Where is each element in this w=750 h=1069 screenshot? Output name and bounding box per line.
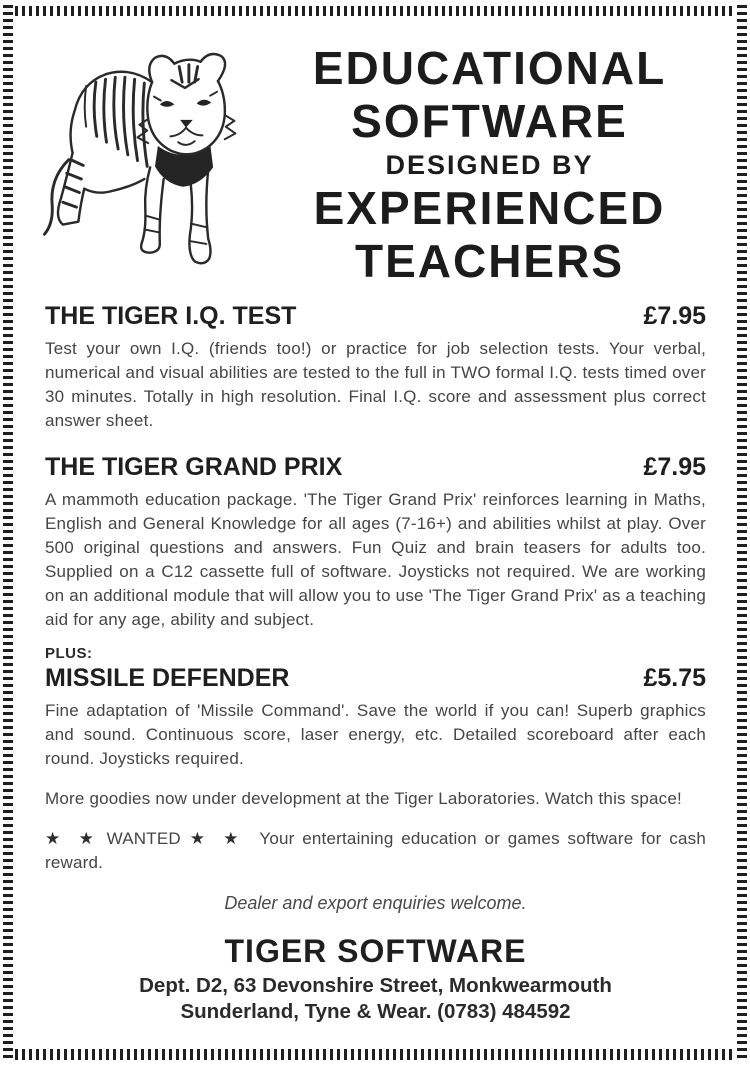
product-name: THE TIGER I.Q. TEST — [45, 302, 297, 330]
product-name: MISSILE DEFENDER — [45, 664, 290, 692]
headline-line-5: TEACHERS — [354, 235, 625, 287]
tiger-illustration-icon — [35, 22, 273, 274]
masthead — [45, 22, 706, 288]
headline-line-3: DESIGNED BY — [385, 150, 594, 180]
headline-line-2: SOFTWARE — [351, 95, 628, 147]
product-description: Test your own I.Q. (friends too!) or practice for job selection tests. Your verbal, numerical and visual abilities are tested to the full in TWO formal I.Q. tests timed over 30 minutes. Totally in high resolution. Final I.Q. score and assessment plus correct answer sheet. — [45, 339, 706, 430]
wanted-note — [45, 827, 706, 875]
stars-icon: ★ ★ — [186, 829, 246, 848]
product-heading-row — [45, 664, 706, 693]
product-price: £7.95 — [643, 453, 706, 481]
product-section-iq-test — [45, 302, 706, 433]
address-line-1: Dept. D2, 63 Devonshire Street, Monkwearmouth — [139, 974, 612, 997]
product-section-missile-defender — [45, 645, 706, 771]
development-note: More goodies now under development at the Tiger Laboratories. Watch this space! — [45, 789, 682, 808]
hatched-border-left — [3, 5, 13, 1061]
product-name: THE TIGER GRAND PRIX — [45, 453, 343, 481]
product-price: £7.95 — [643, 302, 706, 330]
headline-line-1: EDUCATIONAL — [312, 42, 667, 94]
product-section-grand-prix — [45, 453, 706, 632]
product-heading-row — [45, 453, 706, 482]
headline — [273, 22, 706, 288]
hatched-border-top — [15, 6, 735, 16]
hatched-border-right — [737, 5, 747, 1061]
product-description: A mammoth education package. 'The Tiger Grand Prix' reinforces learning in Maths, English and General Knowledge for all ages (7-16+) and abilities whilst at play. Over 500 original questions and answers. Fun Quiz and brain teasers for adults too. Supplied on a C12 cassette full of software. Joysticks not required. We are working on an additional module that will allow you to use 'The Tiger Grand Prix' as a teaching aid for any age, ability and subject. — [45, 490, 706, 629]
wanted-label: WANTED — [106, 829, 181, 848]
product-description: Fine adaptation of 'Missile Command'. Save the world if you can! Superb graphics and sound. Continuous score, laser energy, etc. Detailed scoreboard after each round. Joysticks required. — [45, 701, 706, 768]
address-line-2: Sunderland, Tyne & Wear. (0783) 484592 — [180, 1000, 571, 1023]
wanted-text: Your entertaining education or games software for cash reward. — [45, 829, 706, 872]
product-price: £5.75 — [643, 664, 706, 692]
dealer-enquiries-line: Dealer and export enquiries welcome. — [224, 893, 527, 913]
plus-label: PLUS: — [45, 645, 93, 662]
company-name: TIGER SOFTWARE — [224, 933, 527, 969]
advert-content — [45, 22, 706, 1025]
hatched-border-bottom — [15, 1049, 735, 1060]
product-heading-row — [45, 302, 706, 331]
company-address — [45, 973, 706, 1025]
stars-icon: ★ ★ — [45, 829, 101, 848]
headline-line-4: EXPERIENCED — [313, 182, 666, 234]
